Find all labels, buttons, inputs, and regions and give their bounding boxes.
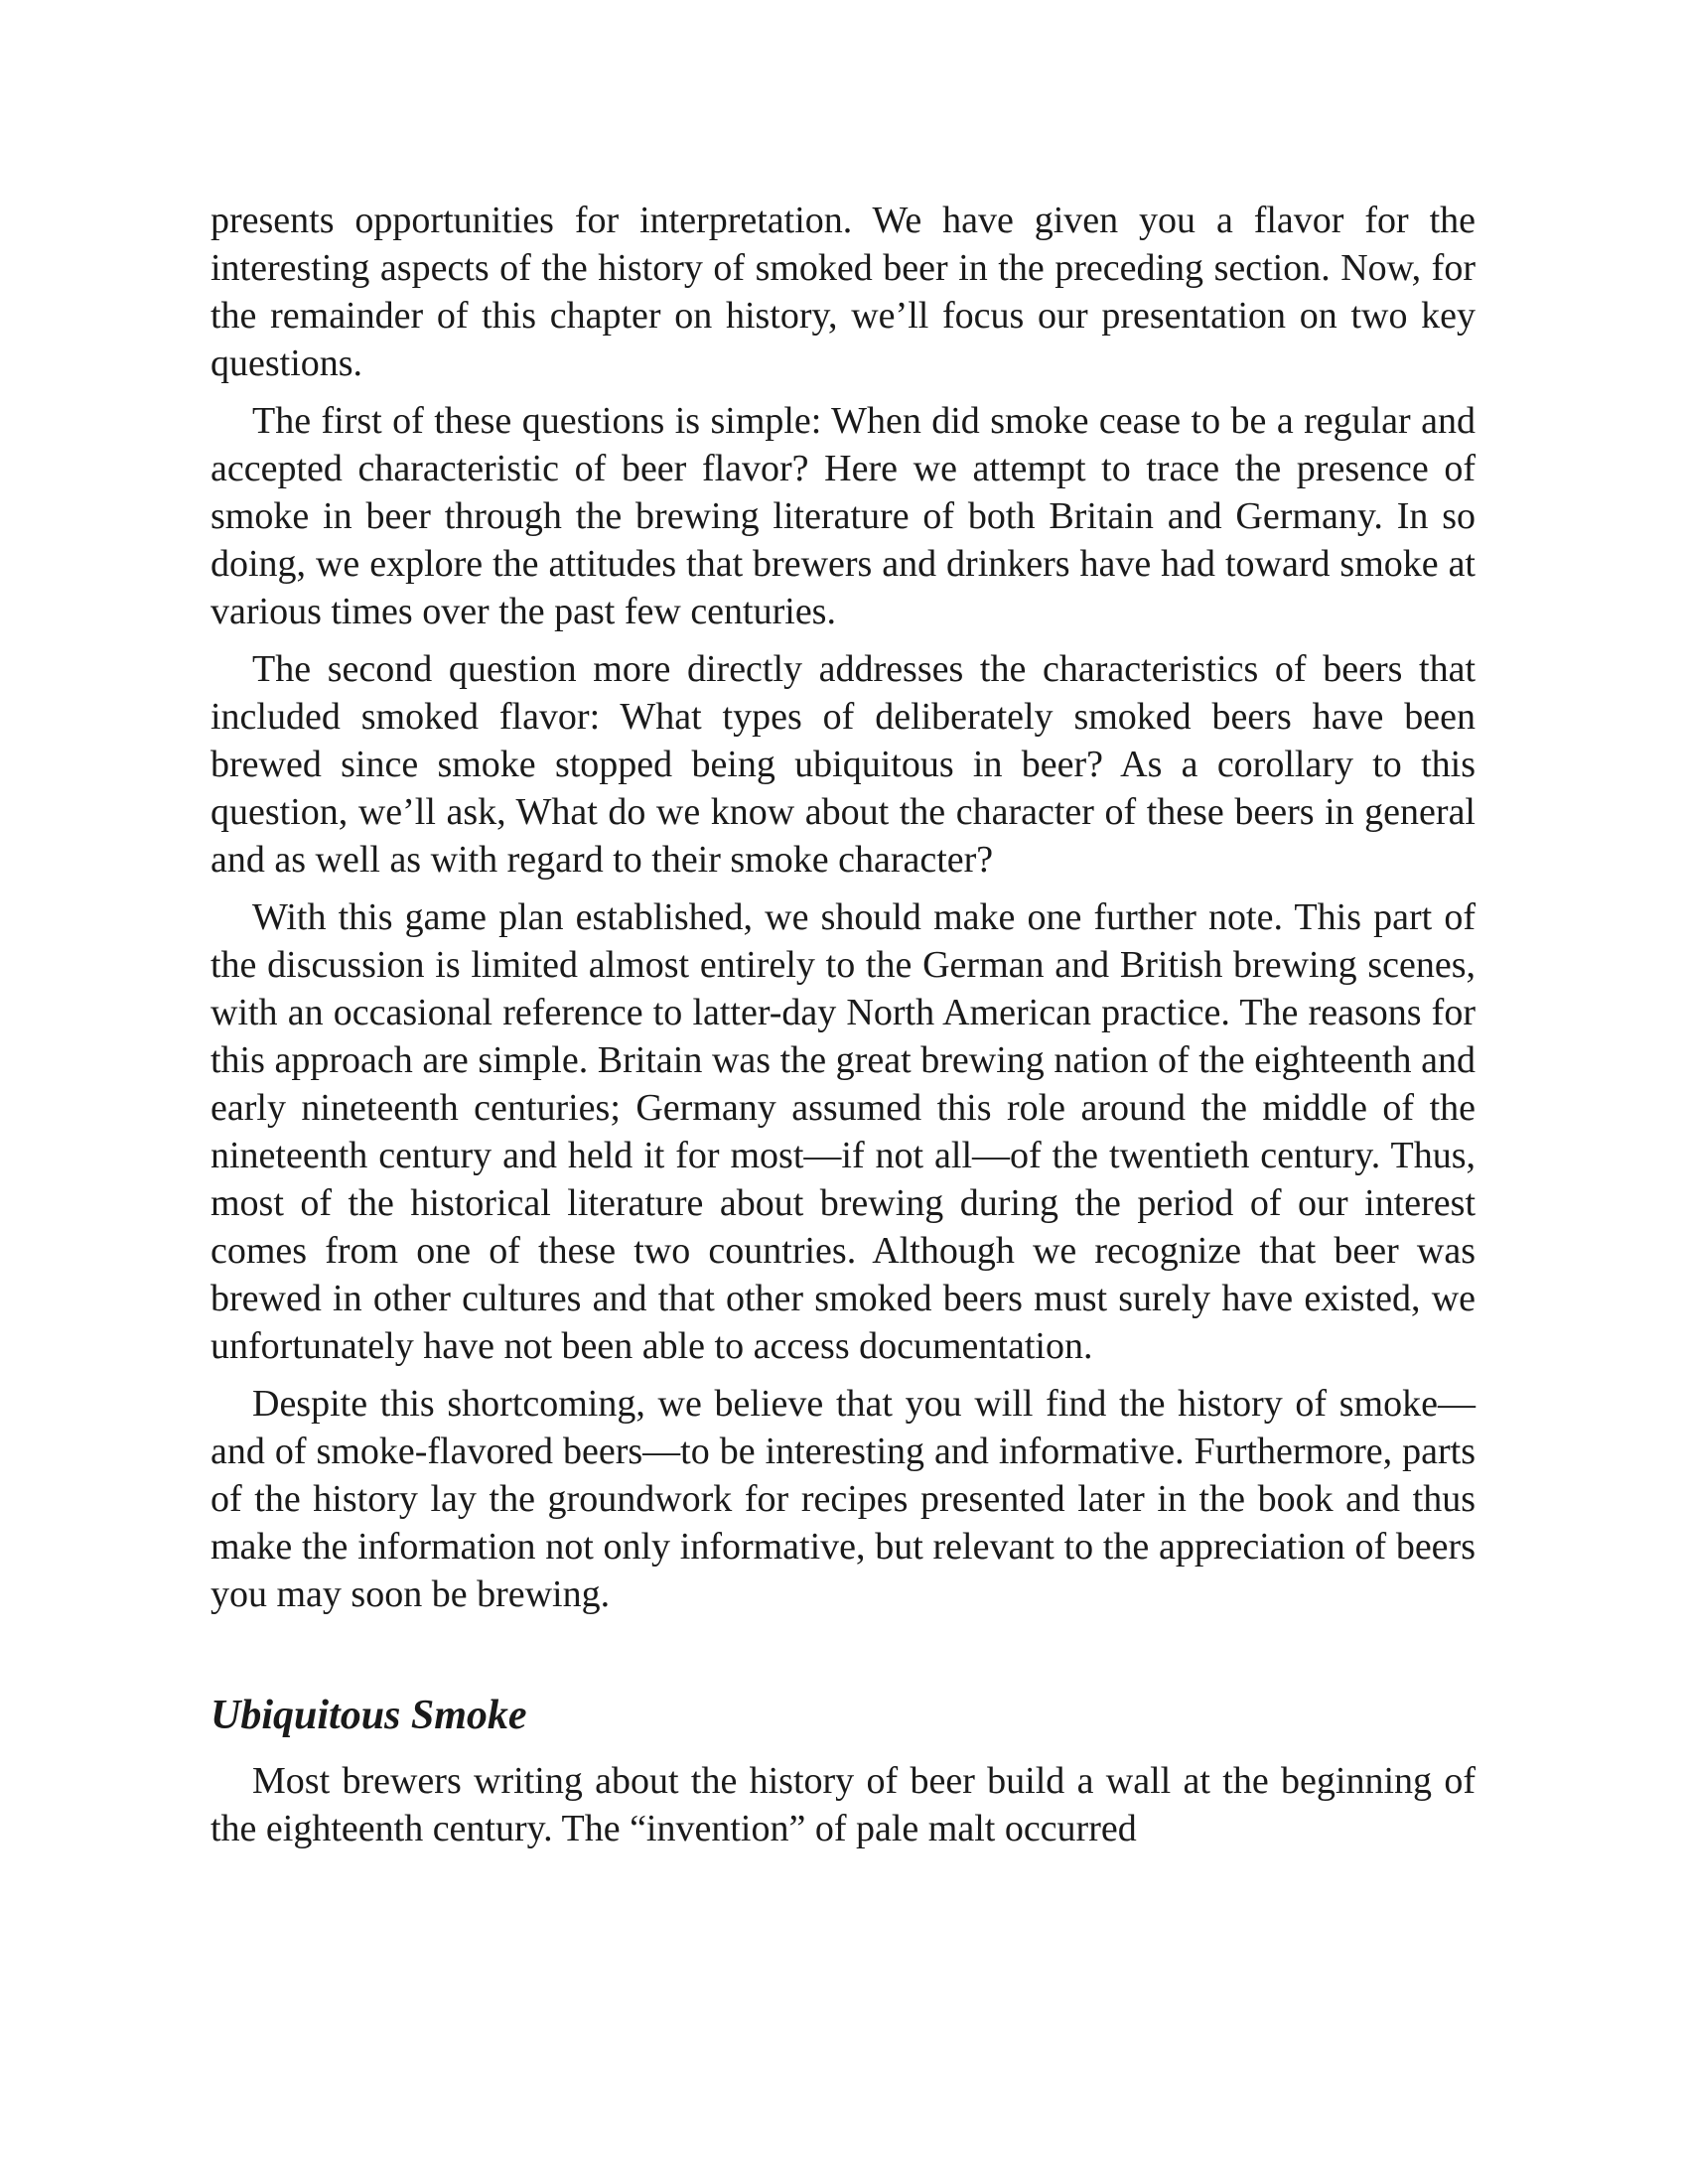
paragraph-4: With this game plan established, we should make one further note. This part of the discussion is limited almost entirely to the German and British brewing scenes, with an occasional reference to latter-day North American practice. The reasons for this approach are simple. Britain was the great brewing nation of the eighteenth and early nineteenth centuries; Germany assumed this role around the middle of the nineteenth century and held it for most—if not all—of the twentieth century. Thus, most of the historical literature about brewing during the period of our interest comes from one of these two countries. Although we recognize that beer was brewed in other cultures and that other smoked beers must surely have existed, we unfortunately have not been able to access documentation.	[211, 896, 1476, 1367]
paragraph-1: presents opportunities for interpretation. We have given you a flavor for the interesting aspects of the history of smoked beer in the preceding section. Now, for the remainder of this chapter on history, we’ll focus our presentation on two key questions.	[211, 200, 1476, 384]
paragraph-5: Despite this shortcoming, we believe that you will find the history of smoke—and of smoke-flavored beers—to be interesting and informative. Furthermore, parts of the history lay the groundwork for recipes presented later in the book and thus make the information not only informative, but relevant to the appreciation of beers you may soon be brewing.	[211, 1383, 1476, 1615]
paragraph-3: The second question more directly addresses the characteristics of beers that included smoked flavor: What types of deliberately smoked beers have been brewed since smoke stopped being ubiquitous in beer? As a corollary to this question, we’ll ask, What do we know about the character of these beers in general and as well as with regard to their smoke character?	[211, 648, 1476, 881]
paragraph-2: The first of these questions is simple: When did smoke cease to be a regular and accepted characteristic of beer flavor? Here we attempt to trace the presence of smoke in beer through the brewing literature of both Britain and Germany. In so doing, we explore the attitudes that brewers and drinkers have had toward smoke at various times over the past few centuries.	[211, 400, 1476, 632]
section-paragraph-1: Most brewers writing about the history of beer build a wall at the beginning of the eighteenth century. The “invention” of pale malt occurred	[211, 1760, 1476, 1849]
section-heading: Ubiquitous Smoke	[211, 1693, 527, 1738]
page-body	[211, 197, 1476, 1862]
